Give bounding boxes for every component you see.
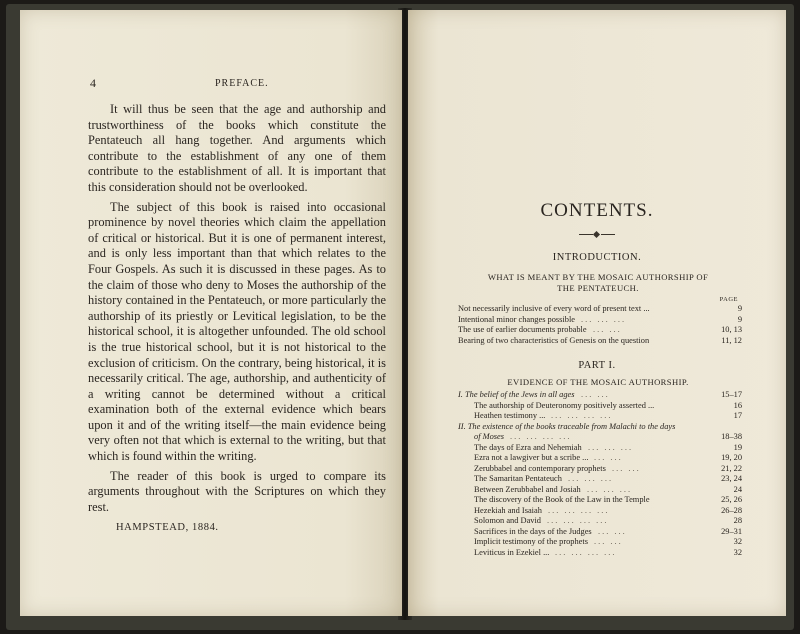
toc-entry bbox=[458, 516, 742, 527]
toc-entry bbox=[458, 474, 742, 485]
part1-heading: PART I. bbox=[578, 360, 616, 371]
running-head-title: PREFACE. bbox=[215, 78, 269, 89]
toc-entry-text: Zerubbabel and contemporary prophets bbox=[474, 463, 606, 473]
paragraph: It will thus be seen that the age and authorship and trustworthiness of the books which constitute the Pentateuch all hang together. And arguments which contribute to the establishment of any one of them contribute to the establishment of all. It is important that this consideration should not be overlooked. bbox=[88, 102, 386, 194]
toc-entry bbox=[458, 537, 742, 548]
toc-entry-leader: ... ... bbox=[594, 453, 623, 462]
toc-entry bbox=[458, 432, 742, 443]
toc-entry-text: Intentional minor changes possible bbox=[458, 314, 575, 324]
toc-entry bbox=[458, 453, 742, 464]
toc-entry-text: of Moses bbox=[474, 432, 505, 441]
toc-entry-text: The discovery of the Book of the Law in the Temple bbox=[474, 495, 650, 504]
toc-entry bbox=[458, 336, 742, 347]
toc-entry bbox=[458, 401, 742, 412]
toc-entry-page: 17 bbox=[733, 411, 742, 420]
toc-entry-page: 15–17 bbox=[721, 390, 742, 399]
toc-entry-text: Bearing of two characteristics of Genesis on the question bbox=[458, 335, 650, 345]
toc-entry-text: II. The existence of the books traceable from Malachi to the days bbox=[458, 421, 676, 431]
toc-entry bbox=[458, 506, 742, 517]
toc-entry bbox=[458, 422, 742, 433]
toc-entry bbox=[458, 325, 742, 336]
toc-entry-text: Leviticus in Ezekiel ... bbox=[474, 547, 550, 557]
toc-entry-page: 10, 13 bbox=[721, 325, 742, 334]
left-page bbox=[20, 10, 402, 616]
toc-entry-page: 19, 20 bbox=[721, 453, 742, 462]
toc-entry-text: The use of earlier documents probable bbox=[458, 325, 587, 334]
toc-entry-leader: ... ... ... ... bbox=[510, 432, 572, 441]
toc-entry-page: 29–31 bbox=[721, 526, 742, 536]
toc-entry-text: Hezekiah and Isaiah bbox=[474, 505, 542, 515]
toc-entry-leader: ... ... ... bbox=[587, 484, 633, 494]
toc-entry-leader: ... ... bbox=[593, 325, 622, 334]
paragraph: The subject of this book is raised into occasional prominence by novel theories which claim the appellation of critical or historical. But it is one of permanent interest, and is only less important than that which relates to the Four Gospels. As such it is discussed in these pages. As to the claim of those who deny to Moses the authorship of the history contained in the Pentateuch, or more particularly the authorship of its priestly or Levitical legislation, to be the historical school, it is altogether unfounded. The old school is the true historical school, but it is not historical to the exclusion of criticism. On the contrary, being historical, it is necessarily critical. The age, authorship, and authenticity of a writing cannot be determined without a critical examination both of the external evidence which bears upon it and of the writing itself—the main evidence being very often not that which is external to the writing, but that which is found within the writing. bbox=[88, 199, 386, 464]
toc-entry-leader: ... ... ... bbox=[581, 314, 627, 324]
toc-entry-text: Ezra not a lawgiver but a scribe ... bbox=[474, 453, 589, 462]
toc-entry-leader: ... ... bbox=[581, 390, 610, 399]
toc-entry-page: 19 bbox=[733, 442, 742, 452]
preface-text bbox=[88, 102, 386, 519]
toc-entry-text: Sacrifices in the days of the Judges bbox=[474, 526, 592, 536]
toc-entry-page: 32 bbox=[733, 547, 742, 557]
toc-entry-text: The days of Ezra and Nehemiah bbox=[474, 442, 582, 452]
toc-entry-text: Between Zerubbabel and Josiah bbox=[474, 484, 581, 494]
toc-entry bbox=[458, 411, 742, 422]
toc-entry-leader: ... ... ... bbox=[588, 442, 634, 452]
toc-entry-leader: ... ... ... ... bbox=[547, 516, 609, 525]
toc-introduction bbox=[458, 304, 742, 346]
contents-title: CONTENTS. bbox=[540, 200, 654, 221]
paragraph: The reader of this book is urged to compare its arguments throughout with the Scriptures on which they rest. bbox=[88, 468, 386, 514]
toc-entry-page: 23, 24 bbox=[721, 474, 742, 483]
toc-entry-leader: ... ... bbox=[598, 526, 627, 536]
toc-entry-page: 9 bbox=[737, 304, 742, 313]
toc-entry-page: 25, 26 bbox=[721, 495, 742, 504]
toc-entry-page: 18–38 bbox=[721, 432, 742, 441]
toc-entry bbox=[458, 527, 742, 538]
toc-entry bbox=[458, 390, 742, 401]
toc-entry-page: 26–28 bbox=[721, 505, 742, 515]
toc-entry-page: 28 bbox=[733, 516, 742, 525]
ornament-divider bbox=[579, 232, 615, 238]
toc-entry-leader: ... ... bbox=[612, 463, 641, 473]
toc-entry-page: 11, 12 bbox=[721, 335, 742, 345]
introduction-subheading: WHAT IS MEANT BY THE MOSAIC AUTHORSHIP OF THE PENTATEUCH. bbox=[487, 272, 709, 293]
toc-entry bbox=[458, 443, 742, 454]
toc-part1 bbox=[458, 390, 742, 558]
toc-entry-leader: ... ... bbox=[594, 537, 623, 546]
introduction-heading: INTRODUCTION. bbox=[552, 252, 642, 263]
book-spread bbox=[6, 4, 794, 630]
toc-entry-page: 16 bbox=[733, 400, 742, 410]
part1-subheading: EVIDENCE OF THE MOSAIC AUTHORSHIP. bbox=[507, 377, 689, 387]
toc-entry-text: Not necessarily inclusive of every word of present text ... bbox=[458, 304, 650, 313]
toc-entry bbox=[458, 495, 742, 506]
toc-entry-page: 32 bbox=[733, 537, 742, 546]
toc-entry bbox=[458, 548, 742, 559]
toc-entry-page: 9 bbox=[737, 314, 742, 324]
toc-entry bbox=[458, 485, 742, 496]
toc-entry-text: I. The belief of the Jews in all ages bbox=[458, 390, 575, 399]
right-page bbox=[408, 10, 786, 616]
toc-entry bbox=[458, 304, 742, 315]
toc-entry-text: Heathen testimony ... bbox=[474, 411, 546, 420]
toc-entry bbox=[458, 464, 742, 475]
toc-entry-text: Solomon and David bbox=[474, 516, 541, 525]
toc-entry-leader: ... ... ... ... bbox=[551, 411, 613, 420]
toc-entry bbox=[458, 315, 742, 326]
toc-entry-text: The Samaritan Pentateuch bbox=[474, 474, 562, 483]
toc-entry-leader: ... ... ... ... bbox=[548, 505, 610, 515]
toc-entry-leader: ... ... ... ... bbox=[555, 547, 617, 557]
signoff: HAMPSTEAD, 1884. bbox=[116, 522, 219, 533]
toc-entry-page: 21, 22 bbox=[721, 463, 742, 473]
toc-entry-text: Implicit testimony of the prophets bbox=[474, 537, 588, 546]
page-number: 4 bbox=[90, 76, 96, 90]
toc-entry-leader: ... ... ... bbox=[568, 474, 614, 483]
page-column-label: PAGE bbox=[719, 296, 738, 303]
toc-entry-page: 24 bbox=[733, 484, 742, 494]
toc-entry-text: The authorship of Deuteronomy positively asserted ... bbox=[474, 400, 655, 410]
